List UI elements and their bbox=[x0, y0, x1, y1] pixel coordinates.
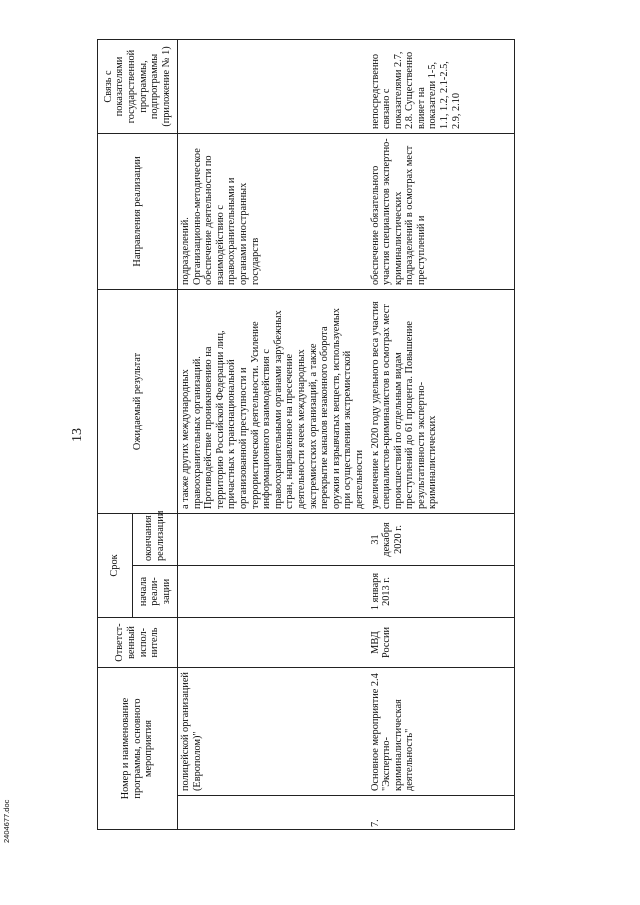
header-term-end: окончания реализации bbox=[133, 513, 178, 565]
row-directions: подразделений. Организационно-методическое обеспечение деятельности по взаимодействию с правоохранительными и органами иностранных государств bbox=[178, 133, 368, 289]
row-responsible: МВД России bbox=[368, 618, 515, 668]
header-term: Срок bbox=[98, 513, 133, 617]
page-number: 13 bbox=[70, 428, 85, 442]
row-result: а также других международных правоохранительных организаций. Противодействие проникновению на территорию Российской Федерации лиц, причастных к транснациональной организованной преступности и террористической деятельности. Усиление информационного взаимодействия с правоохранительными органами зарубежных стран, направленное на пресечение деятельности ячеек международных экстремистских организаций, а также перекрытие каналов незаконного оборота оружия и взрывчатых веществ, используемых при осуществлении экстремистской деятельности bbox=[178, 289, 368, 513]
row-responsible bbox=[178, 618, 368, 668]
row-name: Основное мероприятие 2.4 "Экспертно-криминалистическая деятельность" bbox=[368, 668, 515, 796]
row-end: 31 декабря 2020 г. bbox=[368, 513, 515, 565]
row-link bbox=[178, 39, 368, 133]
table-row bbox=[368, 39, 515, 829]
row-name: полицейской организацией (Европолом)" bbox=[178, 668, 368, 796]
rotated-page bbox=[62, 40, 592, 830]
row-directions: обеспечение обязательного участия специалистов экспертно-криминалистических подразделений в осмотрах мест преступлений и bbox=[368, 133, 515, 289]
header-result: Ожидаемый результат bbox=[98, 289, 178, 513]
table-row bbox=[178, 39, 368, 829]
header-link: Связь с показателями государственной программы, подпрограммы (приложение № 1) bbox=[98, 39, 178, 133]
header-directions: Направления реализации bbox=[98, 133, 178, 289]
row-number: 7. bbox=[368, 796, 515, 830]
row-number bbox=[178, 796, 368, 830]
document-id: 2404677.doc bbox=[2, 799, 11, 843]
header-responsible: Ответст-венный испол-нитель bbox=[98, 618, 178, 668]
row-start: 1 января 2013 г. bbox=[368, 566, 515, 618]
header-number-name: Номер и наименование программы, основного мероприятия bbox=[98, 668, 178, 830]
row-start bbox=[178, 566, 368, 618]
header-term-start: начала реали-зации bbox=[133, 566, 178, 618]
program-table bbox=[97, 39, 515, 830]
row-end bbox=[178, 513, 368, 565]
row-result: увеличение к 2020 году удельного веса участия специалистов-криминалистов в осмотрах мест происшествий по отдельным видам преступлений до 61 процента. Повышение результативности экспертно-криминалистических bbox=[368, 289, 515, 513]
row-link: непосредственно связано с показателями 2.7, 2.8. Существенно влияет на показатели 1-5, 1.1, 1.2, 2.1-2.5, 2.9, 2.10 bbox=[368, 39, 515, 133]
